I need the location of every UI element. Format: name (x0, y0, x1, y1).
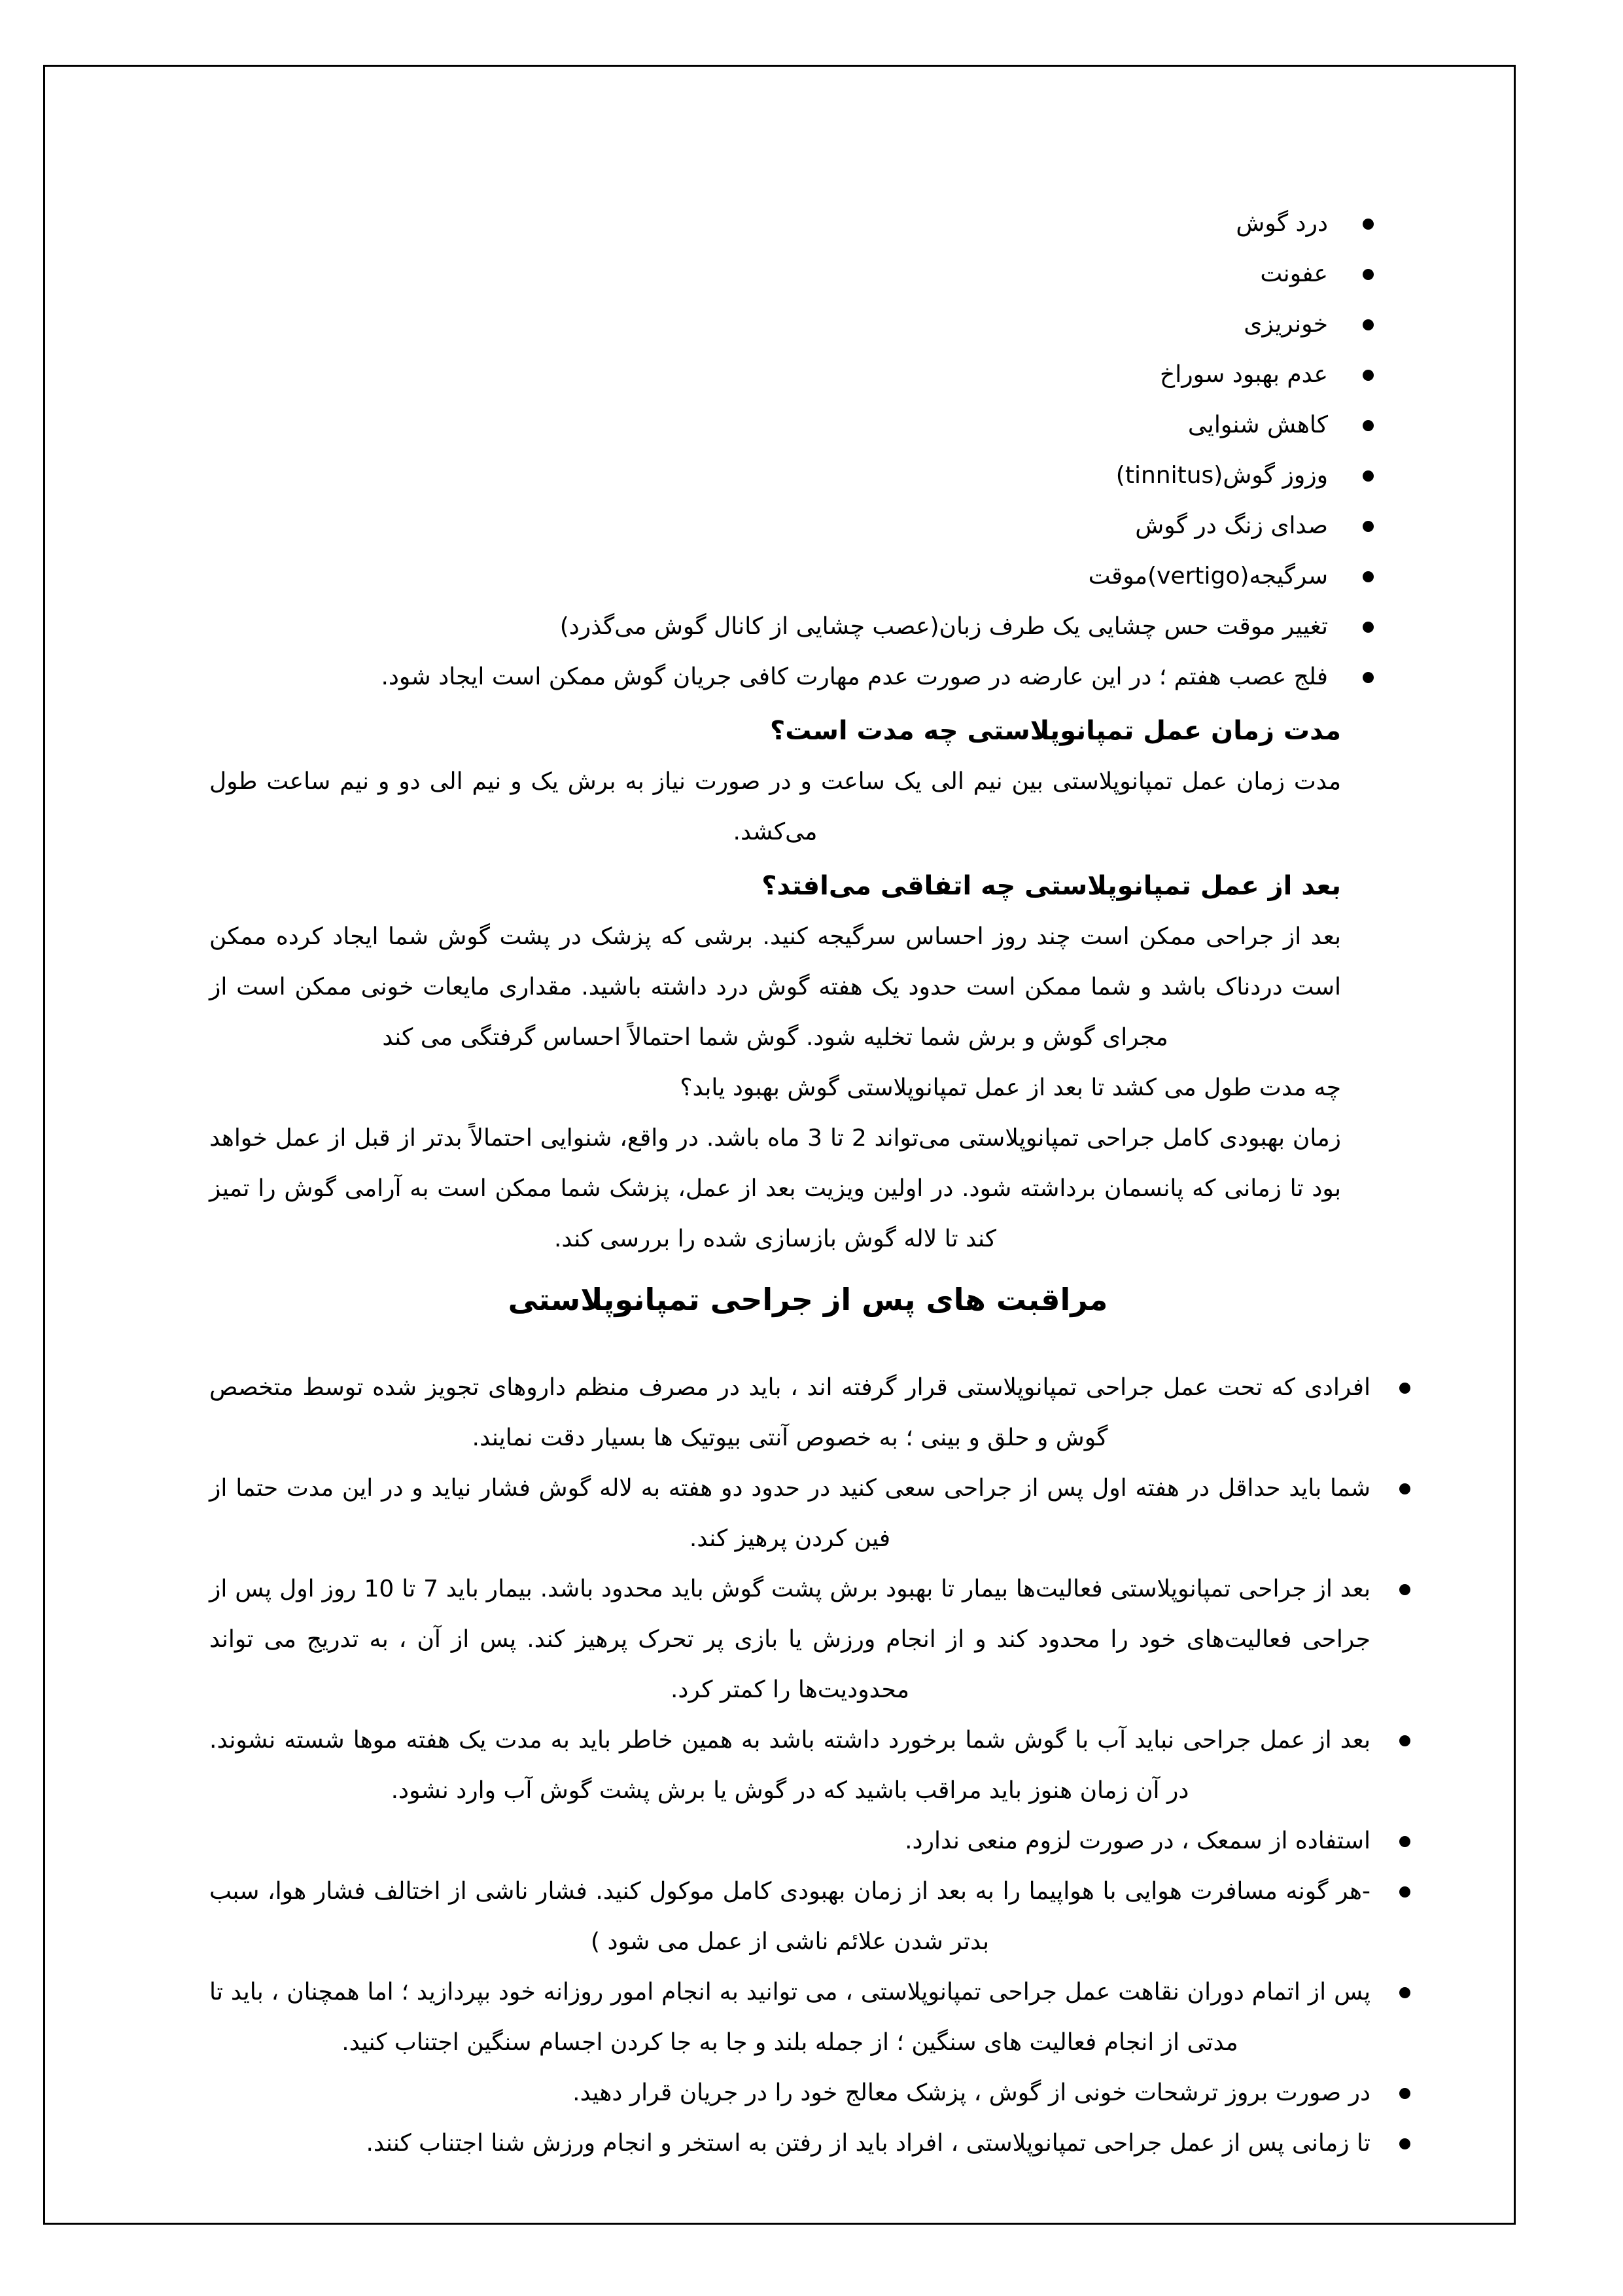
after-surgery-heading: بعد از عمل تمپانوپلاستی چه اتفاقی می‌افتد؟ (761, 871, 1341, 901)
list-item-text: فلج عصب هفتم ؛ در این عارضه در صورت عدم مهارت کافی جریان گوش ممکن است ایجاد شود. (381, 663, 1328, 690)
list-item (209, 349, 1406, 400)
list-item-text: صدای زنگ در گوش (1135, 512, 1328, 539)
list-item (209, 400, 1406, 450)
list-item-text: افرادی که تحت عمل جراحی تمپانوپلاستی قرار گرفته اند ، باید در مصرف منظم داروهای تجویز شده توسط متخصص گوش و حلق و بینی ؛ به خصوص آنتی بیوتیک ها بسیار دقت نمایند. (209, 1374, 1370, 1451)
list-item (209, 1715, 1406, 1816)
recovery-question: چه مدت طول می کشد تا بعد از عمل تمپانوپلاستی گوش بهبود یابد؟ (680, 1074, 1341, 1101)
bullet-icon (1363, 571, 1374, 582)
bullet-icon (1399, 2088, 1410, 2099)
list-item (209, 1463, 1406, 1564)
list-item-text: پس از اتمام دوران نقاهت عمل جراحی تمپانوپلاستی ، می توانید به انجام امور روزانه خود بپردازید ؛ اما همچنان ، باید تا مدتی از انجام فعالیت های سنگین ؛ از جمله بلند و جا به جا کردن اجسام سنگین اجتناب کنید. (209, 1979, 1370, 2056)
bullet-icon (1399, 1483, 1410, 1494)
list-item (209, 1967, 1406, 2068)
care-list (209, 1362, 1406, 2168)
list-item-text: درد گوش (1236, 210, 1328, 237)
list-item (209, 249, 1406, 299)
duration-heading: مدت زمان عمل تمپانوپلاستی چه مدت است؟ (770, 716, 1341, 746)
bullet-icon (1363, 521, 1374, 532)
list-item-text: شما باید حداقل در هفته اول پس از جراحی سعی کنید در حدود دو هفته به لاله گوش فشار نیاید و در این مدت حتما از فین کردن پرهیز کند. (209, 1475, 1370, 1552)
bullet-icon (1399, 1584, 1410, 1595)
bullet-icon (1363, 622, 1374, 633)
bullet-icon (1399, 1987, 1410, 1998)
after-surgery-paragraph-1: بعد از جراحی ممکن است چند روز احساس سرگیجه کنید. برشی که پزشک در پشت گوش شما ایجاد کرده ممکن است دردناک باشد و شما ممکن است حدود یک هفته گوش درد داشته باشید. مقداری مایعات خونی ممکن است از مجرای گوش و برش شما تخلیه شود. گوش شما احتمالاً احساس گرفتگی می کند (209, 923, 1341, 1051)
list-item (209, 551, 1406, 601)
list-item (209, 1816, 1406, 1866)
document-body (209, 198, 1406, 2168)
bullet-icon (1399, 1836, 1410, 1847)
list-item-text: بعد از جراحی تمپانوپلاستی فعالیت‌ها بیمار تا بهبود برش پشت گوش باید محدود باشد. بیمار باید 7 تا 10 روز اول پس از جراحی فعالیت‌های خود را محدود کند و از انجام ورزش یا بازی پر تحرک پرهیز کند. پس از آن ، به تدریج می تواند محدودیت‌ها را کمتر کرد. (209, 1576, 1370, 1703)
list-item (209, 2068, 1406, 2118)
bullet-icon (1399, 1735, 1410, 1746)
bullet-icon (1363, 319, 1374, 330)
bullet-icon (1399, 2138, 1410, 2149)
bullet-icon (1363, 420, 1374, 431)
list-item (209, 450, 1406, 501)
bullet-icon (1363, 470, 1374, 482)
list-item-text: عدم بهبود سوراخ (1159, 361, 1328, 388)
list-item (209, 299, 1406, 349)
care-section-heading: مراقبت های پس از جراحی تمپانوپلاستی (508, 1282, 1108, 1317)
list-item-text: تا زمانی پس از عمل جراحی تمپانوپلاستی ، افراد باید از رفتن به استخر و انجام ورزش شنا اجتناب کنند. (366, 2130, 1370, 2157)
bullet-icon (1363, 269, 1374, 280)
list-item-text: سرگیجه(vertigo)موقت (1088, 563, 1328, 590)
list-item (209, 2118, 1406, 2168)
list-item-text: -هر گونه مسافرت هوایی با هواپیما را به بعد از زمان بهبودی کامل موکول کنید. فشار ناشی از اختالف فشار هوا، سبب بدتر شدن علائم ناشی از عمل می شود ) (209, 1878, 1370, 1955)
bullet-icon (1363, 672, 1374, 683)
bullet-icon (1399, 1886, 1410, 1898)
list-item-text: استفاده از سمعک ، در صورت لزوم منعی ندارد. (905, 1828, 1370, 1854)
list-item (209, 501, 1406, 551)
list-item-text: در صورت بروز ترشحات خونی از گوش ، پزشک معالج خود را در جریان قرار دهید. (572, 2079, 1370, 2106)
list-item-text: کاهش شنوایی (1187, 412, 1328, 438)
duration-paragraph: مدت زمان عمل تمپانوپلاستی بین نیم الی یک ساعت و در صورت نیاز به برش یک و نیم الی دو و نیم ساعت طول می‌کشد. (209, 768, 1341, 845)
after-surgery-paragraph-2: زمان بهبودی کامل جراحی تمپانوپلاستی می‌تواند 2 تا 3 ماه باشد. در واقع، شنوایی احتمالاً بدتر از قبل از عمل خواهد بود تا زمانی که پانسمان برداشته شود. در اولین ویزیت بعد از عمل، پزشک شما ممکن است به آرامی گوش را تمیز کند تا لاله گوش بازسازی شده را بررسی کند. (209, 1125, 1342, 1252)
list-item-text: خونریزی (1244, 311, 1328, 338)
complications-list (209, 198, 1406, 702)
list-item (209, 652, 1406, 702)
bullet-icon (1363, 370, 1374, 381)
list-item (209, 1866, 1406, 1967)
list-item-text: تغییر موقت حس چشایی یک طرف زبان(عصب چشایی از کانال گوش می‌گذرد) (559, 613, 1328, 640)
list-item (209, 1564, 1406, 1715)
list-item-text: بعد از عمل جراحی نباید آب با گوش شما برخورد داشته باشد به همین خاطر باید به مدت یک هفته موها شسته نشوند. در آن زمان هنوز باید مراقب باشید که در گوش یا برش پشت گوش آب وارد نشود. (209, 1727, 1370, 1804)
list-item (209, 198, 1406, 249)
list-item (209, 1362, 1406, 1463)
list-item-text: عفونت (1260, 260, 1328, 287)
list-item-text: وزوز گوش(tinnitus) (1115, 462, 1328, 489)
list-item (209, 601, 1406, 652)
bullet-icon (1399, 1383, 1410, 1394)
bullet-icon (1363, 219, 1374, 230)
